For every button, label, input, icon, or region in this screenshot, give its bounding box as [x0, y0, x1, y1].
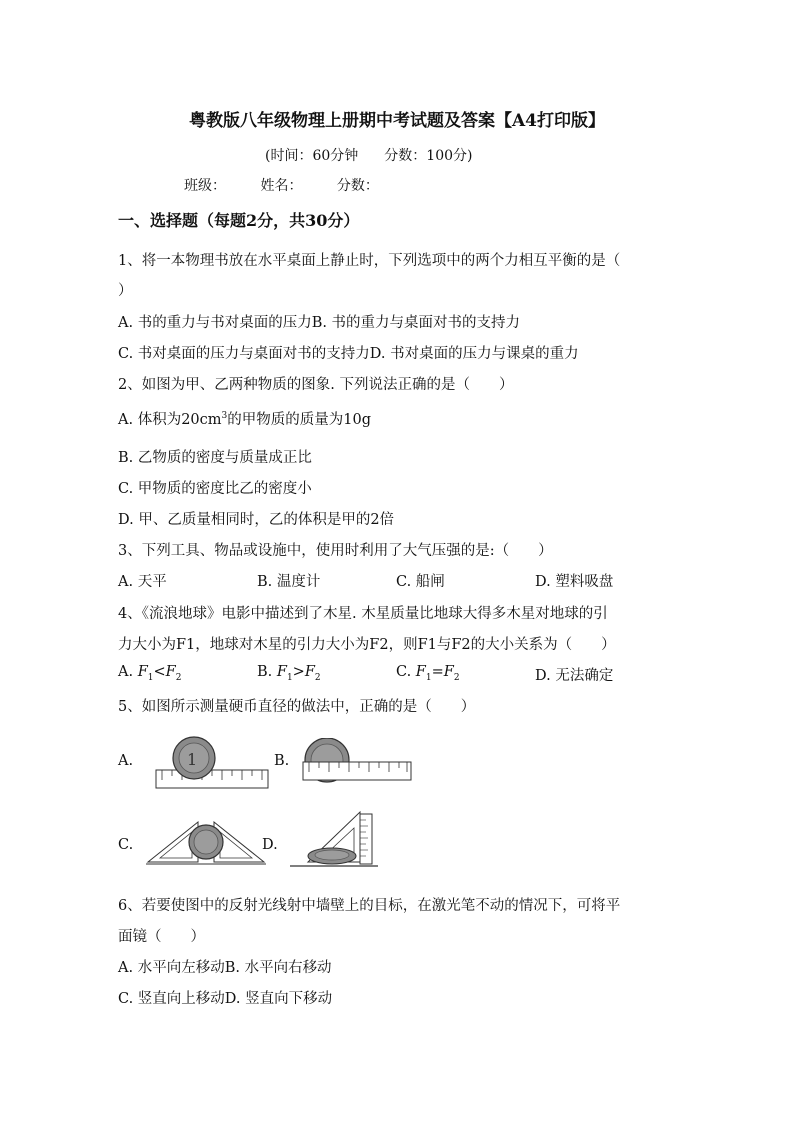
q3-option-c: C. 船闸 — [396, 574, 445, 590]
q4-c-sub1: 1 — [425, 672, 432, 683]
q4-b-f1: F — [276, 664, 287, 680]
q2-option-a — [118, 408, 371, 429]
q6-options-cd: C. 竖直向上移动D. 竖直向下移动 — [118, 991, 333, 1007]
q4-option-c — [396, 664, 460, 683]
q3-option-b: B. 温度计 — [257, 574, 321, 590]
q4-option-d: D. 无法确定 — [535, 668, 614, 684]
q5-figure-a — [154, 736, 270, 798]
q6-stem-line1: 6、若要使图中的反射光线射中墙壁上的目标，在激光笔不动的情况下，可将平 — [118, 898, 621, 914]
q4-c-op: = — [431, 664, 444, 680]
q3-option-a: A. 天平 — [118, 574, 167, 590]
q4-b-op: > — [292, 664, 305, 680]
exam-time: (时间：60分钟 — [265, 148, 359, 164]
points-label: 分数： — [336, 178, 379, 194]
q2-option-d: D. 甲、乙质量相同时，乙的体积是甲的2倍 — [118, 512, 395, 528]
q2-a-middle: 的甲物质的质量为 — [227, 412, 344, 428]
q2-a-prefix: A. 体积为 — [118, 412, 182, 428]
q5-label-a: A. — [118, 753, 134, 769]
q3-option-d: D. 塑料吸盘 — [535, 574, 614, 590]
q4-a-sub1: 1 — [147, 672, 154, 683]
q6-stem-line2: 面镜（ ） — [118, 929, 205, 945]
q5-stem: 5、如图所示测量硬币直径的做法中，正确的是（ ） — [118, 699, 476, 715]
class-label: 班级： — [184, 178, 226, 194]
q2-option-b: B. 乙物质的密度与质量成正比 — [118, 450, 312, 466]
q5-figure-d — [288, 808, 380, 872]
q5-figure-c — [146, 818, 266, 866]
q4-a-label: A. — [118, 664, 134, 680]
q1-stem: 1、将一本物理书放在水平桌面上静止时，下列选项中的两个力相互平衡的是（ — [118, 253, 621, 269]
q4-c-sub2: 2 — [453, 672, 460, 683]
q4-a-op: < — [153, 664, 166, 680]
q1-options-cd: C. 书对桌面的压力与桌面对书的支持力D. 书对桌面的压力与课桌的重力 — [118, 346, 579, 362]
q4-c-label: C. — [396, 664, 412, 680]
q2-option-c: C. 甲物质的密度比乙的密度小 — [118, 481, 312, 497]
section-heading: 一、选择题（每题2分，共30分） — [118, 211, 360, 230]
q4-b-f2: F — [304, 664, 315, 680]
q1-stem-cont: ） — [118, 283, 133, 299]
exam-total-score: 分数：100分) — [384, 148, 473, 164]
q5-label-d: D. — [262, 837, 278, 853]
q2-a-exponent: 3 — [221, 411, 228, 422]
q4-option-b — [257, 664, 321, 683]
q4-a-f1: F — [137, 664, 148, 680]
q3-stem: 3、下列工具、物品或设施中，使用时利用了大气压强的是:（ ） — [118, 543, 553, 559]
q4-c-f1: F — [415, 664, 426, 680]
student-info — [184, 175, 409, 195]
q1-options-ab: A. 书的重力与书对桌面的压力B. 书的重力与桌面对书的支持力 — [118, 315, 521, 331]
page-title: 粤教版八年级物理上册期中考试题及答案【A4打印版】 — [188, 111, 606, 131]
exam-info — [265, 145, 472, 165]
q4-b-sub1: 1 — [286, 672, 293, 683]
q4-stem-line1: 4、《流浪地球》电影中描述到了木星. 木星质量比地球大得多木星对地球的引 — [118, 606, 608, 622]
q2-a-volume: 20cm — [181, 412, 222, 428]
q6-options-ab: A. 水平向左移动B. 水平向右移动 — [118, 960, 332, 976]
q2-a-mass: 10g — [343, 412, 371, 428]
q4-stem-line2: 力大小为F1，地球对木星的引力大小为F2，则F1与F2的大小关系为（ ） — [118, 637, 616, 653]
name-label: 姓名： — [260, 178, 303, 194]
q4-option-a — [118, 664, 181, 683]
q5-figure-b — [297, 738, 413, 790]
q2-stem: 2、如图为甲、乙两种物质的图象. 下列说法正确的是（ ） — [118, 377, 514, 393]
q4-a-f2: F — [165, 664, 176, 680]
q4-b-sub2: 2 — [314, 672, 321, 683]
q4-a-sub2: 2 — [175, 672, 182, 683]
q5-label-c: C. — [118, 837, 134, 853]
svg-text:1: 1 — [187, 750, 198, 769]
q4-b-label: B. — [257, 664, 273, 680]
q5-label-b: B. — [274, 753, 290, 769]
q4-c-f2: F — [443, 664, 454, 680]
